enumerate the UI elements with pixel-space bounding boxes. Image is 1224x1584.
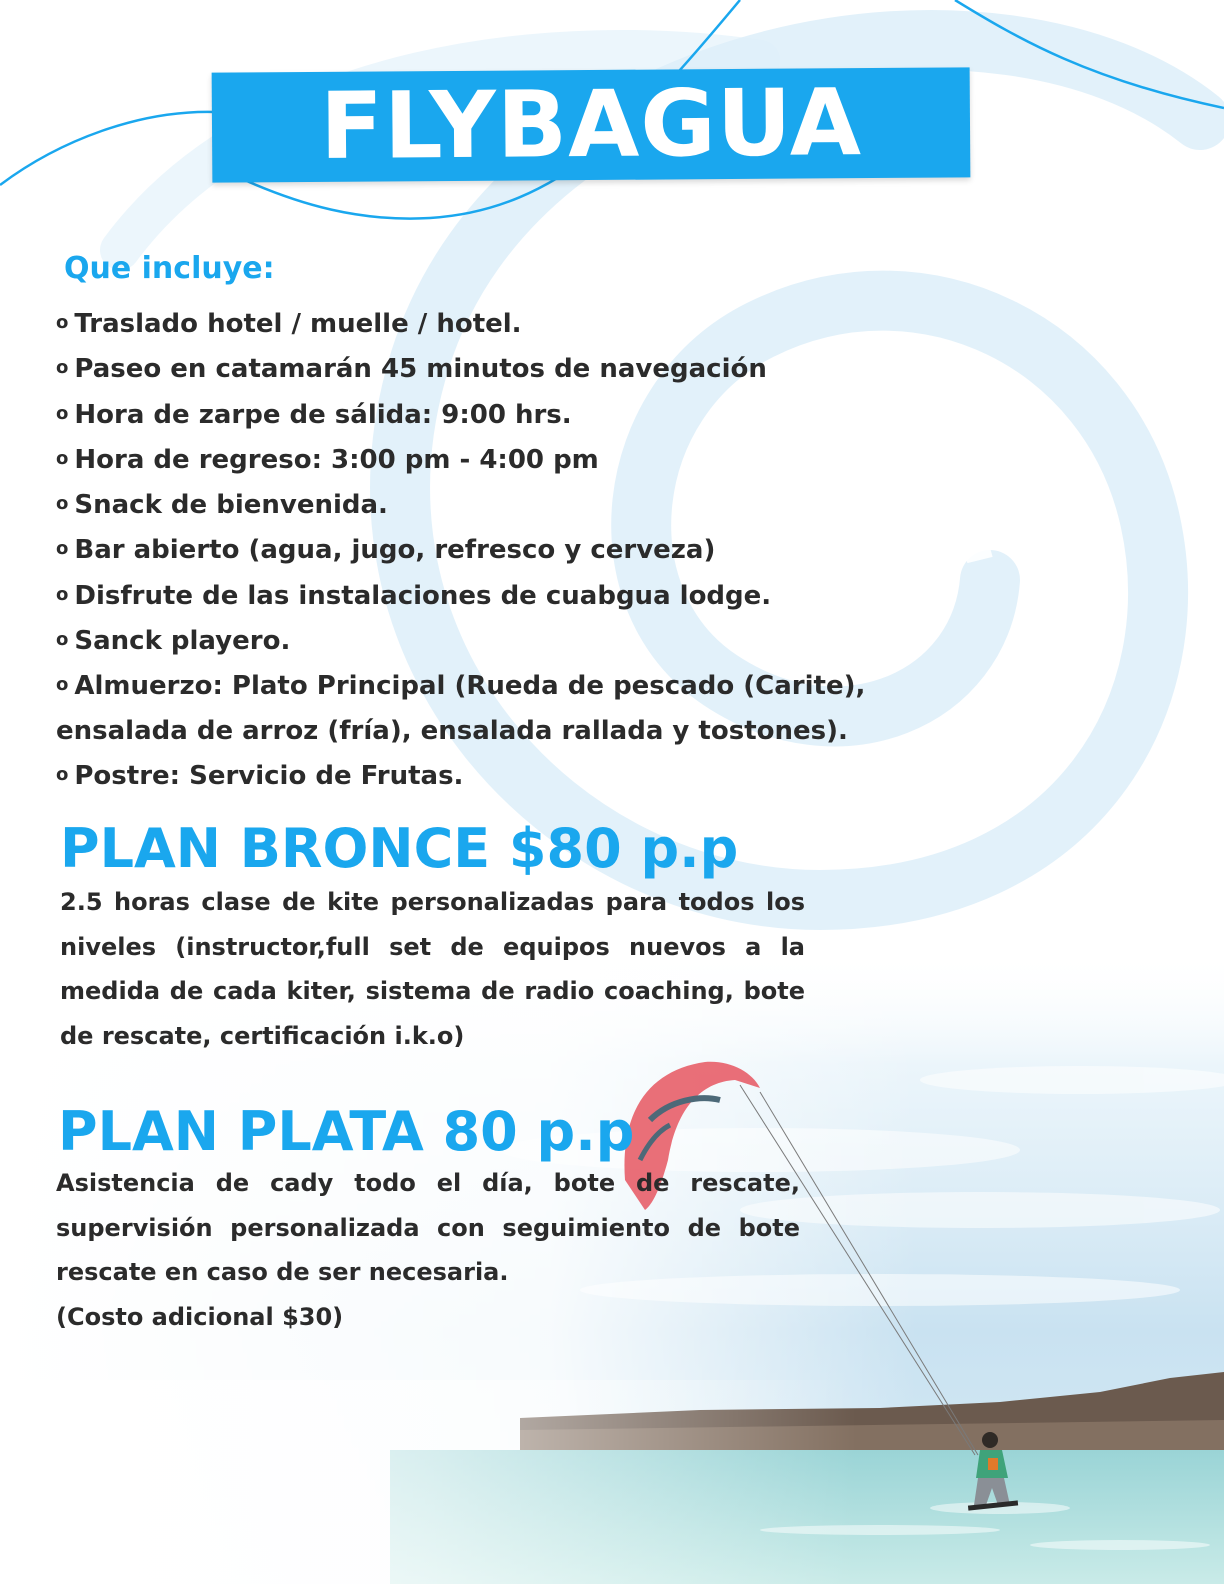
bullet-icon: o <box>56 538 69 560</box>
bullet-icon: o <box>56 493 69 515</box>
list-item: o Hora de regreso: 3:00 pm - 4:00 pm <box>56 444 599 475</box>
list-item: o Disfrute de las instalaciones de cuabgua lodge. <box>56 580 772 611</box>
bullet-icon: o <box>56 312 69 333</box>
plan-plata-title: PLAN PLATA 80 p.p <box>58 1100 635 1163</box>
list-item-continuation: ensalada de arroz (fría), ensalada rallada y tostones). <box>56 715 848 746</box>
plan-plata-note: (Costo adicional $30) <box>56 1303 344 1331</box>
bullet-icon: o <box>56 447 69 469</box>
includes-heading: Que incluye: <box>64 251 275 286</box>
bullet-icon: o <box>56 357 69 379</box>
bullet-icon: o <box>56 583 69 605</box>
list-item: o Hora de zarpe de sálida: 9:00 hrs. <box>56 399 572 430</box>
bullet-icon: o <box>56 674 69 696</box>
list-item: o Sanck playero. <box>56 626 291 657</box>
bullet-icon: o <box>56 402 69 424</box>
plan-bronce-title: PLAN BRONCE $80 p.p <box>60 817 739 880</box>
list-item: o Almuerzo: Plato Principal (Rueda de pescado (Carite), <box>56 671 866 702</box>
includes-list <box>56 301 936 798</box>
list-item: o Paseo en catamarán 45 minutos de navegación <box>56 354 767 385</box>
bullet-icon: o <box>56 629 69 651</box>
plan-plata-description: Asistencia de cady todo el día, bote de rescate, supervisión personalizada con seguimiento de bote rescate en caso de ser necesaria. <box>56 1169 800 1286</box>
list-item: o Postre: Servicio de Frutas. <box>56 760 464 791</box>
page-title: FLYBAGUA <box>319 69 863 180</box>
plan-bronce-description: 2.5 horas clase de kite personalizadas para todos los niveles (instructor,full set de equipos nuevos a la medida de cada kiter, sistema de radio coaching, bote de rescate, certificación i.k.o) <box>60 888 805 1050</box>
list-item: o Bar abierto (agua, jugo, refresco y cerveza) <box>56 535 716 566</box>
title-banner <box>212 67 971 182</box>
bullet-icon: o <box>56 763 69 785</box>
list-item: o Snack de bienvenida. <box>56 490 388 521</box>
list-item: o Traslado hotel / muelle / hotel. <box>56 309 522 339</box>
